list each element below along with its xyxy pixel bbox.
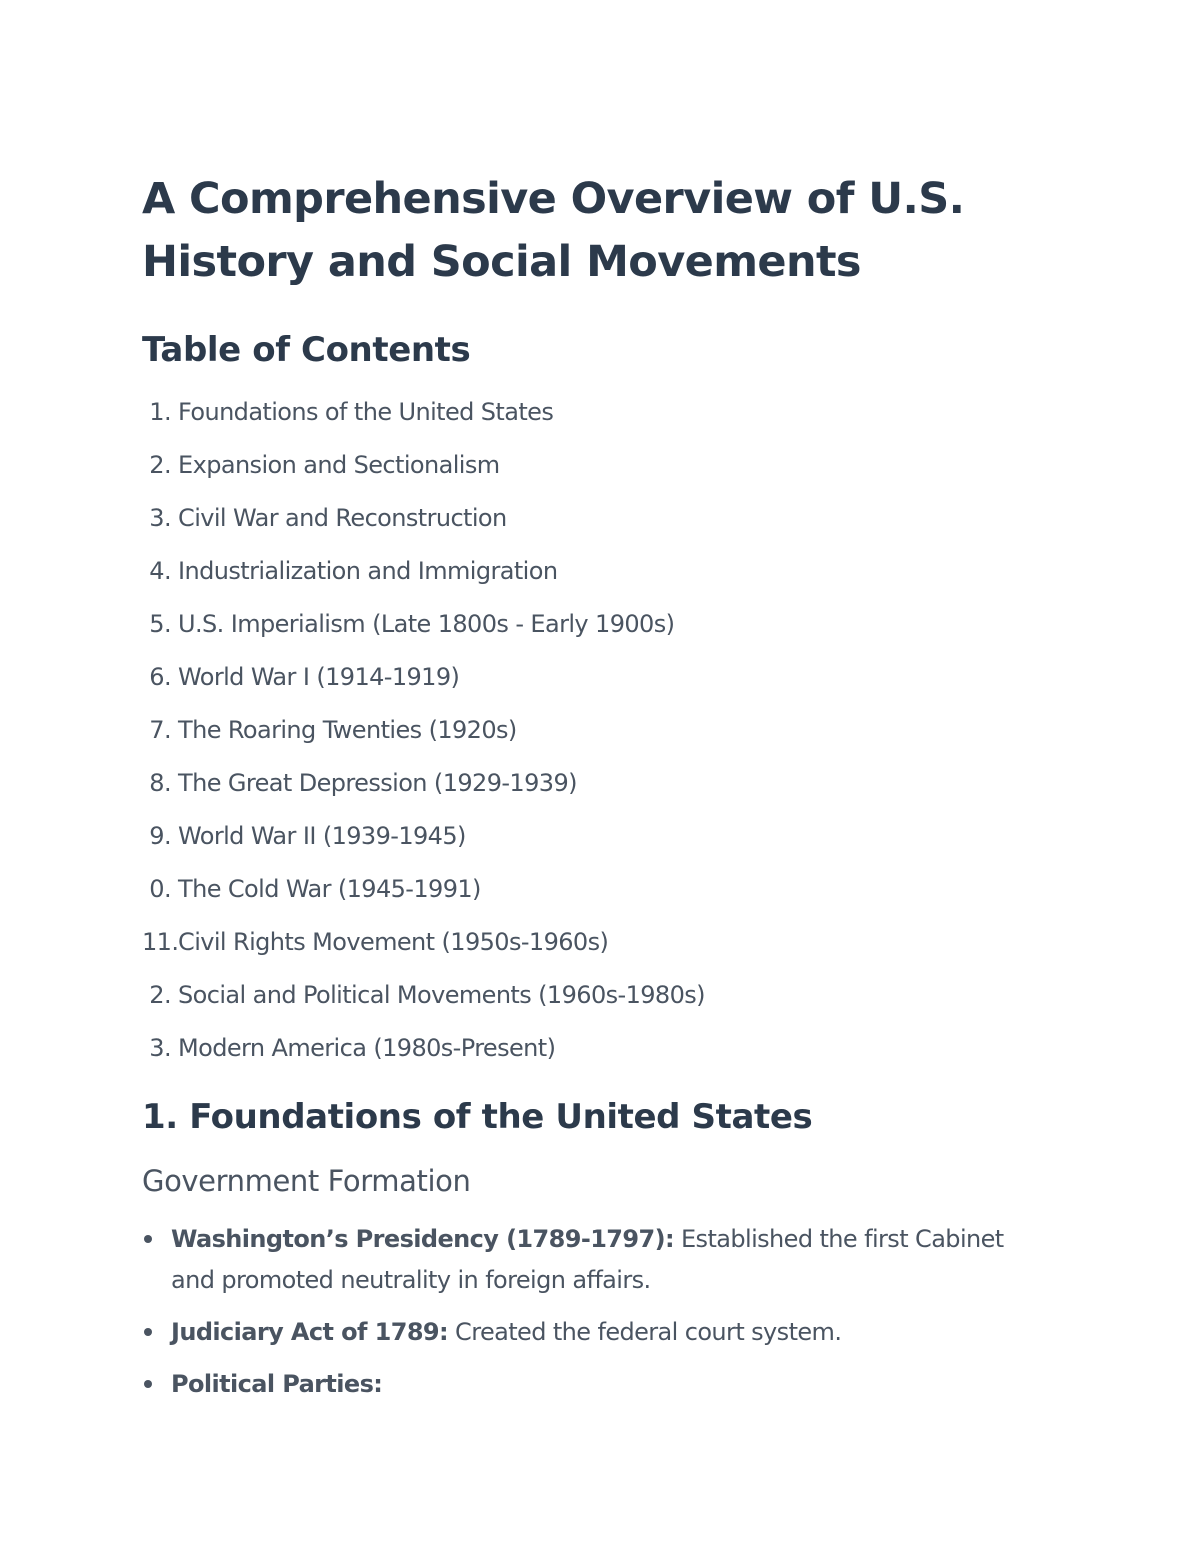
toc-item-number: 2. xyxy=(149,981,171,1009)
toc-item-label: The Roaring Twenties (1920s) xyxy=(178,716,517,744)
toc-item-number: 3. xyxy=(149,1034,171,1062)
toc-item-label: Civil Rights Movement (1950s-1960s) xyxy=(178,928,609,956)
toc-item-label: Modern America (1980s-Present) xyxy=(178,1034,556,1062)
toc-item-number: 9. xyxy=(149,822,171,850)
toc-item[interactable] xyxy=(142,716,1042,769)
toc-item-label: Foundations of the United States xyxy=(178,398,554,426)
toc-item[interactable] xyxy=(142,504,1042,557)
bullet-term: Judiciary Act of 1789: xyxy=(171,1318,449,1346)
bullet-dot-icon xyxy=(144,1235,152,1243)
bullet-dot-icon xyxy=(144,1328,152,1336)
toc-item-number: 11. xyxy=(142,928,179,956)
toc-item[interactable] xyxy=(142,610,1042,663)
toc-item-label: Expansion and Sectionalism xyxy=(178,451,500,479)
toc-item-number: 3. xyxy=(149,504,171,532)
document-content xyxy=(142,168,1042,1416)
toc-item-label: World War I (1914-1919) xyxy=(178,663,460,691)
toc-item[interactable] xyxy=(142,981,1042,1034)
toc-heading: Table of Contents xyxy=(142,330,471,370)
toc-item-label: The Cold War (1945-1991) xyxy=(178,875,481,903)
toc-item[interactable] xyxy=(142,398,1042,451)
toc-item[interactable] xyxy=(142,663,1042,716)
toc-item-label: U.S. Imperialism (Late 1800s - Early 1900s) xyxy=(178,610,675,638)
toc-item-label: The Great Depression (1929-1939) xyxy=(178,769,577,797)
toc-item-number: 0. xyxy=(149,875,171,903)
toc-item-number: 7. xyxy=(149,716,171,744)
toc-item-label: Industrialization and Immigration xyxy=(178,557,558,585)
toc-item-number: 5. xyxy=(149,610,171,638)
toc-item-number: 2. xyxy=(149,451,171,479)
toc-item-number: 6. xyxy=(149,663,171,691)
table-of-contents xyxy=(142,398,1042,1087)
toc-item-number: 8. xyxy=(149,769,171,797)
toc-item[interactable] xyxy=(142,1034,1042,1087)
toc-item-label: World War II (1939-1945) xyxy=(178,822,466,850)
bullet-text: Created the federal court system. xyxy=(448,1318,842,1346)
bullet-dot-icon xyxy=(144,1380,152,1388)
toc-item-number: 1. xyxy=(149,398,171,426)
toc-item-label: Civil War and Reconstruction xyxy=(178,504,507,532)
toc-item[interactable] xyxy=(142,769,1042,822)
toc-item-label: Social and Political Movements (1960s-1980s) xyxy=(178,981,705,1009)
bullet-term: Washington’s Presidency (1789-1797): xyxy=(171,1225,674,1253)
bullet-term: Political Parties: xyxy=(171,1370,383,1398)
toc-item[interactable] xyxy=(142,557,1042,610)
toc-item[interactable] xyxy=(142,822,1042,875)
document-title: A Comprehensive Overview of U.S. History and Social Movements xyxy=(142,174,965,287)
toc-item-number: 4. xyxy=(149,557,171,585)
toc-item[interactable] xyxy=(142,875,1042,928)
bullet-text: Established the first Cabinet and promoted neutrality in foreign affairs. xyxy=(171,1225,1004,1294)
list-item xyxy=(142,1312,1042,1353)
subsection-heading: Government Formation xyxy=(142,1164,471,1198)
section-heading: 1. Foundations of the United States xyxy=(142,1097,813,1137)
toc-item[interactable] xyxy=(142,451,1042,504)
bullet-list xyxy=(142,1219,1042,1405)
toc-item[interactable] xyxy=(142,928,1042,981)
list-item xyxy=(142,1219,1042,1301)
list-item xyxy=(142,1364,1042,1405)
